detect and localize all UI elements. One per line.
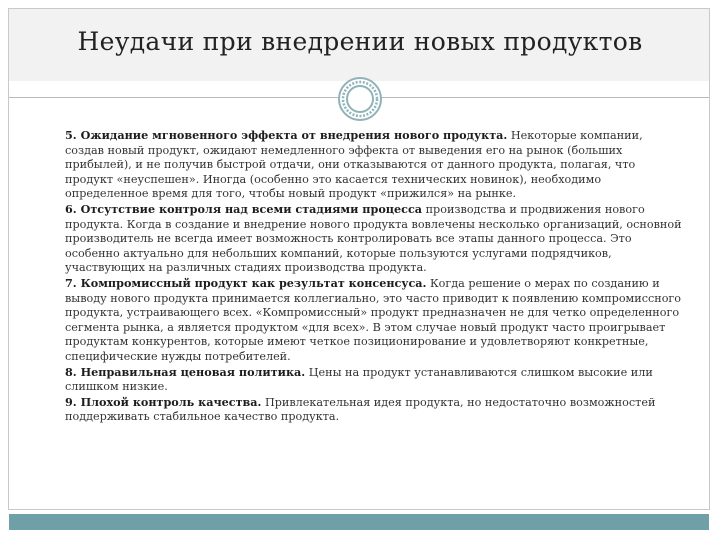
item-heading: 7. Компромиссный продукт как результат консенсуса. <box>65 275 427 290</box>
footer-accent-bar <box>9 514 709 530</box>
ring-ornament-icon <box>337 76 383 122</box>
slide-body <box>65 128 685 425</box>
item-text: Цены на продукт устанавливаются слишком высокие или слишком низкие. <box>65 365 653 394</box>
item-heading: 5. Ожидание мгновенного эффекта от внедрения нового продукта. <box>65 128 508 142</box>
item-heading: 6. Отсутствие контроля над всеми стадиями процесса <box>65 201 423 216</box>
list-item <box>65 365 685 395</box>
item-heading: 9. Плохой контроль качества. <box>65 394 262 409</box>
slide-title: Неудачи при внедрении новых продуктов <box>77 27 643 56</box>
item-text: Некоторые компании, создав новый продукт, ожидают немедленного эффекта от выведения его на рынок (больших прибылей), и не получив быстрой отдачи, они отказываются от данного продукта, полагая, что продукт «неуспешен». Иногда (особенно это касается технических новинок), необходимо определенное время для того, чтобы новый продукт «прижился» на рынке. <box>65 129 643 201</box>
item-text: Привлекательная идея продукта, но недостаточно возможностей поддерживать стабильное качество продукта. <box>65 395 656 424</box>
item-heading: 8. Неправильная ценовая политика. <box>65 364 306 379</box>
list-item <box>65 395 685 425</box>
list-item <box>65 202 685 276</box>
item-text: производства и продвижения нового продукта. Когда в создание и внедрение нового продукта вовлечены несколько организаций, основной производитель не всегда имеет возможность контролировать все этапы данного процесса. Это особенно актуально для небольших компаний, которые пользуются услугами подрядчиков, участвующих на различных стадиях производства продукта. <box>65 202 682 275</box>
list-item <box>65 128 685 202</box>
list-item <box>65 276 685 365</box>
item-text: Когда решение о мерах по созданию и выводу нового продукта принимается коллегиально, это часто приводит к появлению компромиссного продукта, устраивающего всех. «Компромиссный» продукт предназначен не для четко определенного сегмента рынка, а является продуктом «для всех». В этом случае новый продукт часто проигрывает продуктам конкурентов, которые имеют четкое позиционирование и удовлетворяют конкретные, специфические нужды потребителей. <box>65 276 682 363</box>
